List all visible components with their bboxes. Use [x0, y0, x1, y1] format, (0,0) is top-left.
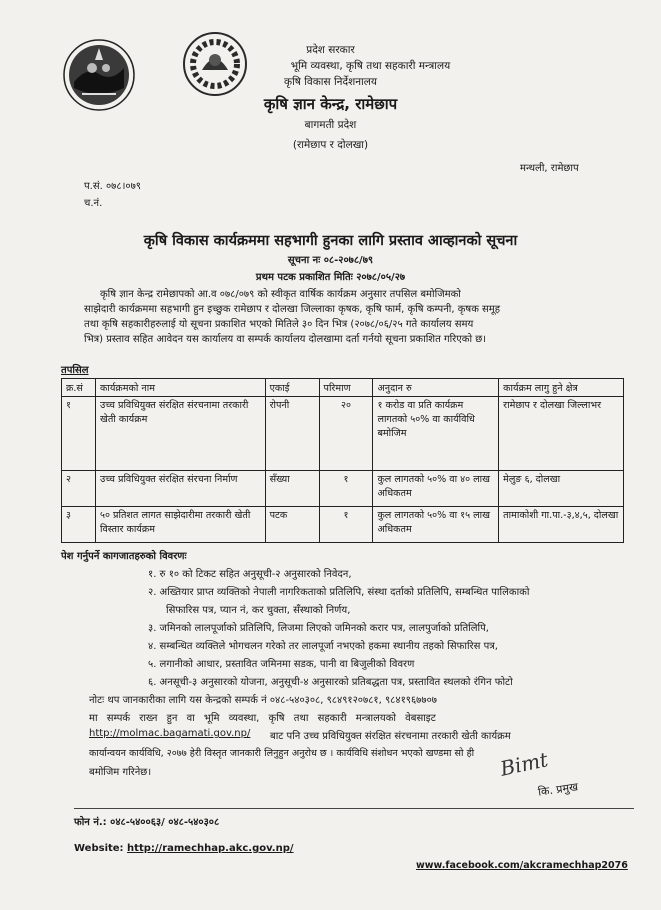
footer-phone: फोन नं.: ०४८-५४००६३/ ०४८-५४०३०८	[74, 817, 220, 828]
cell-program: उच्च प्रविधियुक्त संरक्षित संरचनामा तरकारी खेती कार्यक्रम	[95, 397, 265, 471]
office-name: कृषि ज्ञान केन्द्र, रामेछाप	[263, 95, 398, 113]
note-line-4: कार्यान्वयन कार्यविधि, २०७७ हेरी विस्तृत जानकारी लिनुहुन अनुरोध छ । कार्यविधि संशोधन भएको खण्डमा सो ही	[89, 748, 475, 759]
notice-title: कृषि विकास कार्यक्रममा सहभागी हुनका लागि प्रस्ताव आव्हानको सूचना	[143, 233, 518, 249]
cell-area: तामाकोशी गा.पा.-३,४,५, दोलखा	[499, 507, 624, 543]
col-header-grant: अनुदान रु	[373, 379, 499, 397]
footer-divider	[74, 808, 634, 809]
footer-website-link[interactable]: http://ramechhap.akc.gov.np/	[127, 843, 294, 854]
signature: Bimt	[498, 747, 551, 781]
ministry-website-link[interactable]: http://molmac.bagamati.gov.np/	[89, 728, 251, 739]
cell-sn: २	[62, 471, 96, 507]
cell-area: रामेछाप र दोलखा जिल्लाभर	[499, 397, 624, 471]
list-item: ४. सम्बन्धित व्यक्तिले भोगचलन गरेको तर लालपूर्जा नभएको हकमा स्थानीय तहको सिफारिस पत्र,	[148, 641, 498, 652]
list-item: सिफारिस पत्र, प्यान नं, कर चुक्ता, सँस्थाको निर्णय,	[166, 605, 351, 616]
footer-website-label: Website:	[74, 843, 124, 854]
note-line-3: बाट पनि उच्च प्रविधियुक्त संरक्षित संरचनामा तरकारी खेती कार्यक्रम	[270, 731, 511, 742]
signatory-title: कि. प्रमुख	[537, 780, 579, 799]
cell-sn: ३	[62, 507, 96, 543]
gov-line: प्रदेश सरकार	[306, 44, 355, 56]
ministry-line: भूमि व्यवस्था, कृषि तथा सहकारी मन्त्रालय	[290, 60, 451, 72]
list-item: ३. जमिनको लालपूर्जाको प्रतिलिपि, लिजमा लिएको जमिनको करार पत्र, लालपुर्जाको प्रतिलिपि,	[148, 623, 489, 634]
col-header-area: कार्यक्रम लागु हुने क्षेत्र	[499, 379, 624, 397]
col-header-unit: एकाई	[265, 379, 319, 397]
facebook-link[interactable]: www.facebook.com/akcramechhap2076	[416, 860, 628, 871]
table-caption: तपसिल	[61, 365, 89, 376]
cell-program: उच्च प्रविधियुक्त संरक्षित संरचना निर्माण	[95, 471, 265, 507]
col-header-program: कार्यक्रमको नाम	[95, 379, 265, 397]
documents-heading: पेश गर्नुपर्ने कागजातहरुको विवरणः	[61, 551, 187, 562]
cell-program: ५० प्रतिशत लागत साझेदारीमा तरकारी खेती विस्तार कार्यक्रम	[95, 507, 265, 543]
notice-para-line-4: भित्र) प्रस्ताव सहित आवेदन यस कार्यालय वा सम्पर्क कार्यालय दोलखामा दर्ता गर्नयो सूचना प्रकाशित गरिएको छ।	[84, 334, 487, 345]
cell-area: मेलुङ ६, दोलखा	[499, 471, 624, 507]
cell-sn: १	[62, 397, 96, 471]
cell-unit: रोपनी	[265, 397, 319, 471]
notice-para-line-2: साझेदारी कार्यक्रममा सहभागी हुन इच्छुक रामेछाप र दोलखा जिल्लाका कृषक, कृषि फार्म, कृषि कम्पनी, कृषक समूह	[84, 304, 501, 315]
notice-para-line-3: तथा कृषि सहकारीहरुलाई यो सूचना प्रकाशित भएको मितिले ३० दिन भित्र (२०७८/०६/२५ गते कार्यालय समय	[84, 319, 474, 330]
cell-quantity: २०	[319, 397, 373, 471]
dispatch-number: च.नं.	[84, 198, 103, 209]
notice-number: सूचना नः ०८-२०७८/७९	[287, 255, 374, 266]
directorate-line: कृषि विकास निर्देशनालय	[284, 76, 377, 88]
list-item: ५. लगानीको आधार, प्रस्तावित जमिनमा सडक, पानी वा बिजुलीको विवरण	[148, 659, 415, 670]
program-table	[61, 378, 624, 543]
cell-grant: १ करोड वा प्रति कार्यक्रम लागतको ५०% वा कार्यविधि बमोजिम	[373, 397, 499, 471]
footer-website-row	[74, 843, 294, 854]
table-row	[62, 397, 624, 471]
cell-grant: कुल लागतको ५०% वा ४० लाख अधिकतम	[373, 471, 499, 507]
note-line-5: बमोजिम गरिनेछ।	[89, 767, 152, 778]
notice-para-line-1: कृषि ज्ञान केन्द्र रामेछापको आ.व ०७८/०७९ को स्वीकृत वार्षिक कार्यक्रम अनुसार तपसिल बमोजिमको	[100, 289, 461, 300]
note-line-2: मा सम्पर्क राख्न हुन वा भूमि व्यवस्था, कृषि तथा सहकारी मन्त्रालयको वेबसाइट	[89, 713, 436, 724]
ref-number: प.सं. ०७८।०७९	[84, 181, 141, 192]
district-line: (रामेछाप र दोलखा)	[292, 139, 369, 151]
table-row	[62, 471, 624, 507]
cell-grant: कुल लागतको ५०% वा १५ लाख अधिकतम	[373, 507, 499, 543]
list-item: १. रु १० को टिकट सहित अनुसूची-२ अनुसारको निवेदन,	[148, 569, 352, 580]
list-item: २. अख्तियार प्राप्त व्यक्तिको नेपाली नागरिकताको प्रतिलिपि, संस्था दर्ताको प्रतिलिपि, सम्बन्धित पालिकाको	[148, 587, 530, 598]
cell-unit: सँख्या	[265, 471, 319, 507]
cell-quantity: १	[319, 471, 373, 507]
col-header-quantity: परिमाण	[319, 379, 373, 397]
note-line-1: नोटः थप जानकारीका लागि यस केन्द्रको सम्पर्क नं ०४८-५४०३०८, ९८४९१२०७८१, ९८४१९६७७०७	[89, 695, 437, 706]
province-line: बागमती प्रदेश	[304, 119, 357, 131]
table-row	[62, 507, 624, 543]
list-item: ६. अनसूची-३ अनुसारको योजना, अनुसूची-४ अनुसारको प्रतिबद्धता पत्र, प्रस्तावित स्थलको रंगिन फोटो	[148, 677, 513, 688]
location-text: मन्थली, रामेछाप	[520, 163, 579, 174]
cell-quantity: १	[319, 507, 373, 543]
col-header-sn: क्र.सं	[62, 379, 96, 397]
table-header-row	[62, 379, 624, 397]
cell-unit: पटक	[265, 507, 319, 543]
publish-date: प्रथम पटक प्रकाशित मितिः २०७८/०५/२७	[255, 272, 406, 283]
